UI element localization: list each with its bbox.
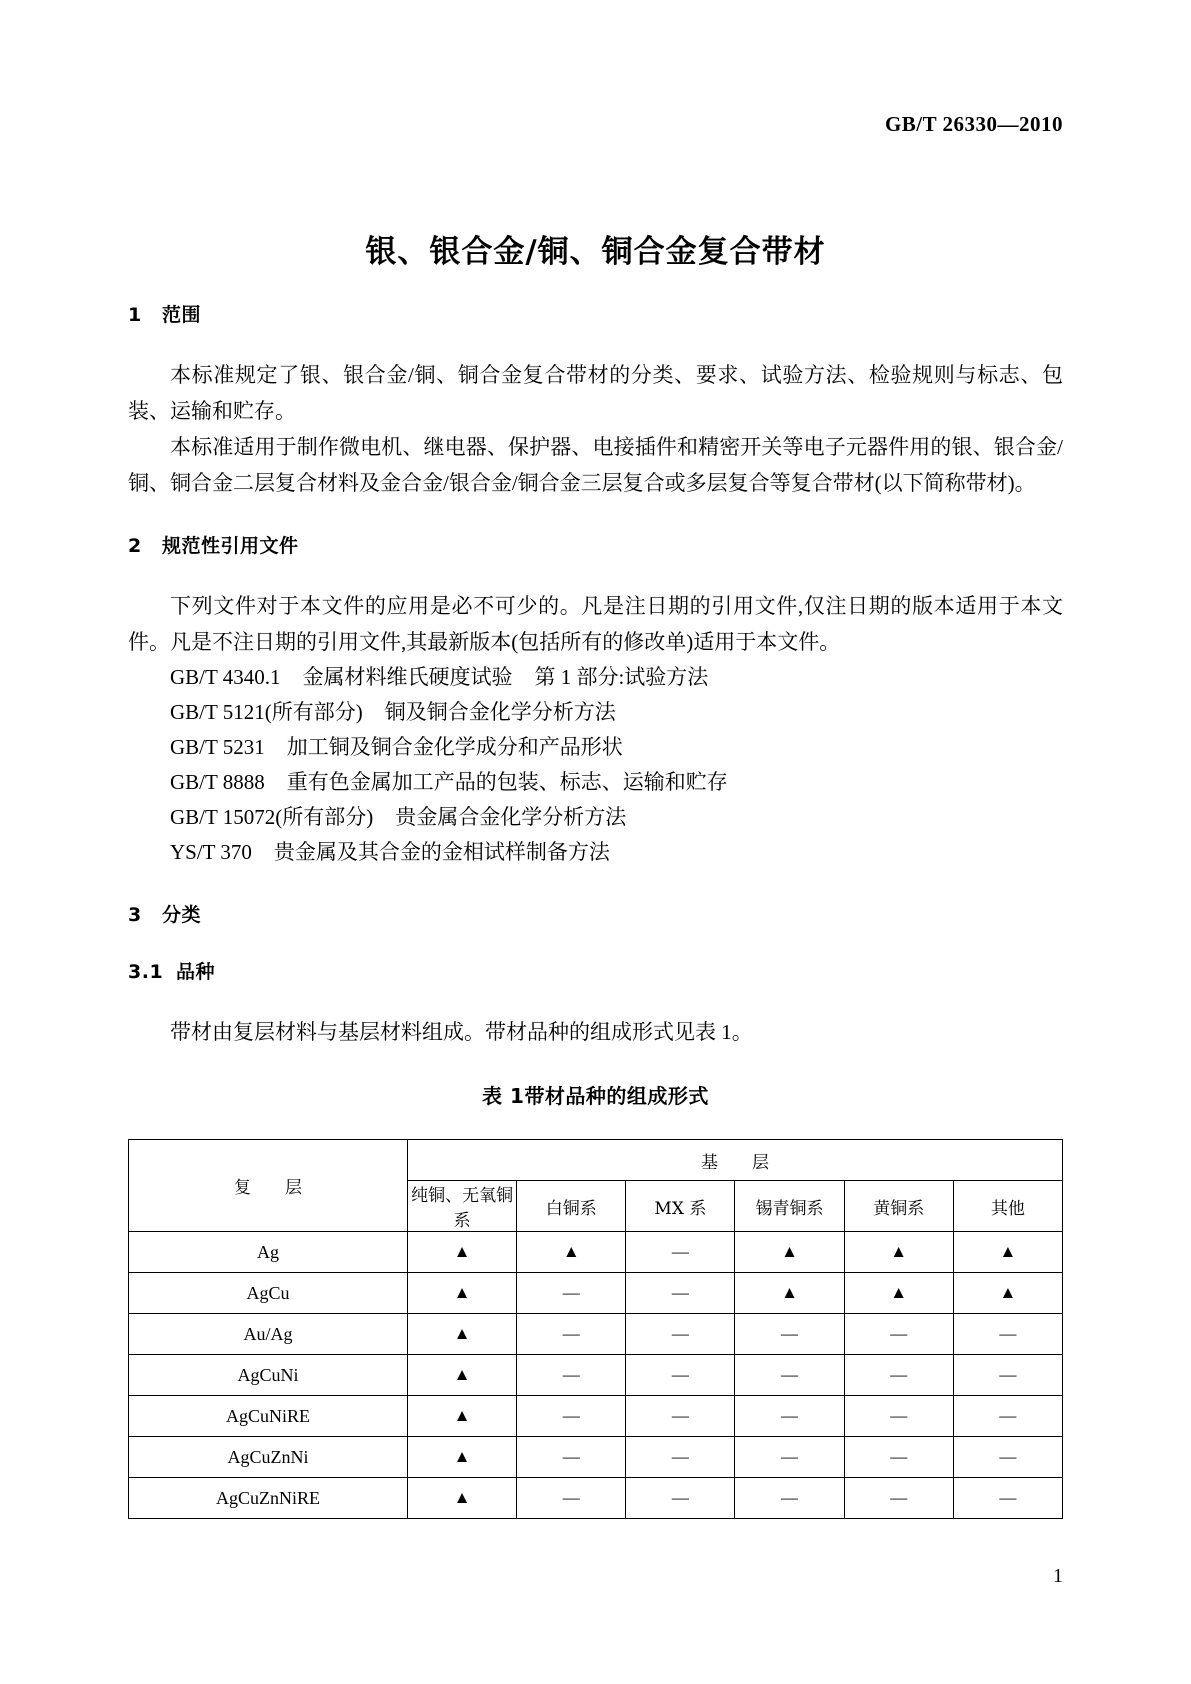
table-cell-mark: — <box>735 1437 844 1478</box>
table-cell-mark: — <box>517 1273 626 1314</box>
table-cell-mark: — <box>953 1437 1062 1478</box>
reference-item <box>128 835 1063 870</box>
table-cell-mark: — <box>517 1478 626 1519</box>
table-cell-mark: — <box>953 1478 1062 1519</box>
table-cell-mark: ▲ <box>953 1273 1062 1314</box>
table-cell-mark: — <box>626 1478 735 1519</box>
standard-code: GB/T 26330—2010 <box>884 112 1063 136</box>
clause-number-3-1: 3.1 <box>128 961 164 983</box>
reference-title: 加工铜及铜合金化学成分和产品形状 <box>286 735 623 759</box>
table-cell-mark: ▲ <box>408 1273 517 1314</box>
table-caption-title: 带材品种的组成形式 <box>524 1084 709 1108</box>
table-row <box>129 1478 1063 1519</box>
table-subheader-mx: MX 系 <box>626 1181 735 1232</box>
clause2-paragraph-1: 下列文件对于本文件的应用是必不可少的。凡是注日期的引用文件,仅注日期的版本适用于本文件。凡是不注日期的引用文件,其最新版本(包括所有的修改单)适用于本文件。 <box>128 594 1063 654</box>
table-row <box>129 1314 1063 1355</box>
reference-item <box>128 695 1063 730</box>
table-subheader-cupronickel: 白铜系 <box>517 1181 626 1232</box>
reference-title: 贵金属及其合金的金相试样制备方法 <box>273 840 610 864</box>
spacer <box>128 927 1063 957</box>
spacer <box>128 501 1063 531</box>
table-cell-layer: AgCu <box>129 1273 408 1314</box>
table-cell-mark: — <box>517 1396 626 1437</box>
table-row <box>129 1396 1063 1437</box>
table-cell-mark: ▲ <box>844 1273 953 1314</box>
reference-code: GB/T 5231 <box>170 735 265 759</box>
table-cell-mark: — <box>735 1478 844 1519</box>
table-subheader-pure-copper: 纯铜、无氧铜系 <box>408 1181 517 1232</box>
table-cell-mark: ▲ <box>844 1232 953 1273</box>
table-cell-layer: AgCuZnNi <box>129 1437 408 1478</box>
clause-number-3: 3 <box>128 904 142 926</box>
table-row <box>129 1437 1063 1478</box>
spacer <box>128 1109 1063 1139</box>
running-header <box>128 112 1063 140</box>
clause-number-2: 2 <box>128 535 142 557</box>
reference-item <box>128 765 1063 800</box>
table-cell-mark: ▲ <box>517 1232 626 1273</box>
spacer <box>128 327 1063 357</box>
table-cell-mark: — <box>626 1314 735 1355</box>
table-cell-mark: — <box>953 1396 1062 1437</box>
table-cell-mark: ▲ <box>408 1314 517 1355</box>
table-subheader-tin-bronze: 锡青铜系 <box>735 1181 844 1232</box>
table-cell-mark: — <box>735 1396 844 1437</box>
table-header-row-1 <box>129 1140 1063 1181</box>
table-caption <box>128 1080 1063 1109</box>
table-cell-mark: — <box>953 1314 1062 1355</box>
table-row <box>129 1355 1063 1396</box>
clause-number-1: 1 <box>128 304 142 326</box>
table-row <box>129 1273 1063 1314</box>
reference-code: YS/T 370 <box>170 840 252 864</box>
reference-item <box>128 800 1063 835</box>
table-cell-mark: — <box>735 1314 844 1355</box>
table-cell-layer: AgCuNiRE <box>129 1396 408 1437</box>
table-cell-mark: — <box>844 1437 953 1478</box>
reference-title: 贵金属合金化学分析方法 <box>395 805 627 829</box>
page-number: 1 <box>1053 1565 1063 1587</box>
clause-heading-2 <box>128 531 1063 558</box>
spacer <box>128 1050 1063 1080</box>
table-cell-mark: — <box>735 1355 844 1396</box>
clause-title-2: 规范性引用文件 <box>162 535 299 557</box>
clause-title-1: 范围 <box>162 304 202 326</box>
clause1-paragraph-2: 本标准适用于制作微电机、继电器、保护器、电接插件和精密开关等电子元器件用的银、银合金/铜、铜合金二层复合材料及金合金/银合金/铜合金三层复合或多层复合等复合带材(以下简称带材)。 <box>128 435 1063 495</box>
reference-item <box>128 660 1063 695</box>
table-header-cladding-layer: 复 层 <box>129 1140 408 1232</box>
table-cell-mark: — <box>844 1314 953 1355</box>
table-cell-mark: — <box>844 1478 953 1519</box>
table-cell-mark: ▲ <box>408 1232 517 1273</box>
table-header-base-layer: 基 层 <box>408 1140 1063 1181</box>
table-cell-mark: — <box>626 1273 735 1314</box>
table-cell-mark: — <box>844 1355 953 1396</box>
clause-title-3: 分类 <box>162 904 202 926</box>
table-subheader-brass: 黄铜系 <box>844 1181 953 1232</box>
normative-reference-list <box>128 660 1063 870</box>
table-cell-mark: — <box>626 1396 735 1437</box>
table-cell-mark: — <box>517 1355 626 1396</box>
clause-heading-3-1 <box>128 957 1063 984</box>
clause-heading-3 <box>128 900 1063 927</box>
reference-code: GB/T 4340.1 <box>170 665 281 689</box>
clause-heading-1 <box>128 300 1063 327</box>
table-cell-mark: ▲ <box>735 1273 844 1314</box>
clause-title-3-1: 品种 <box>176 961 216 983</box>
clause3-1-paragraph-1: 带材由复层材料与基层材料组成。带材品种的组成形式见表 1。 <box>170 1020 753 1044</box>
table-subheader-other: 其他 <box>953 1181 1062 1232</box>
table-cell-layer: Ag <box>129 1232 408 1273</box>
table-cell-mark: ▲ <box>735 1232 844 1273</box>
table-cell-mark: ▲ <box>953 1232 1062 1273</box>
reference-item <box>128 730 1063 765</box>
spacer <box>128 984 1063 1014</box>
reference-title: 铜及铜合金化学分析方法 <box>384 700 616 724</box>
document-body <box>128 300 1063 1519</box>
table-body <box>129 1232 1063 1519</box>
table-variety-composition <box>128 1139 1063 1519</box>
reference-code: GB/T 5121(所有部分) <box>170 700 363 724</box>
table-cell-mark: — <box>517 1314 626 1355</box>
table-cell-mark: ▲ <box>408 1437 517 1478</box>
table-cell-mark: ▲ <box>408 1355 517 1396</box>
table-cell-layer: Au/Ag <box>129 1314 408 1355</box>
reference-part: 第 1 部分:试验方法 <box>534 665 709 689</box>
table-cell-mark: — <box>517 1437 626 1478</box>
table-caption-label: 表 1 <box>482 1084 525 1108</box>
table-head <box>129 1140 1063 1232</box>
table-cell-mark: ▲ <box>408 1396 517 1437</box>
table-row <box>129 1232 1063 1273</box>
reference-code: GB/T 8888 <box>170 770 265 794</box>
table-cell-layer: AgCuNi <box>129 1355 408 1396</box>
table-cell-mark: — <box>844 1396 953 1437</box>
table-cell-mark: — <box>626 1355 735 1396</box>
clause1-paragraph-1: 本标准规定了银、银合金/铜、铜合金复合带材的分类、要求、试验方法、检验规则与标志、包装、运输和贮存。 <box>128 363 1063 423</box>
spacer <box>128 558 1063 588</box>
table-cell-layer: AgCuZnNiRE <box>129 1478 408 1519</box>
table-cell-mark: — <box>626 1437 735 1478</box>
table-cell-mark: ▲ <box>408 1478 517 1519</box>
page-title: 银、银合金/铜、铜合金复合带材 <box>365 233 826 270</box>
reference-title: 金属材料维氏硬度试验 <box>302 665 513 689</box>
spacer <box>128 870 1063 900</box>
table-cell-mark: — <box>626 1232 735 1273</box>
reference-code: GB/T 15072(所有部分) <box>170 805 374 829</box>
table-cell-mark: — <box>953 1355 1062 1396</box>
reference-title: 重有色金属加工产品的包装、标志、运输和贮存 <box>286 770 728 794</box>
